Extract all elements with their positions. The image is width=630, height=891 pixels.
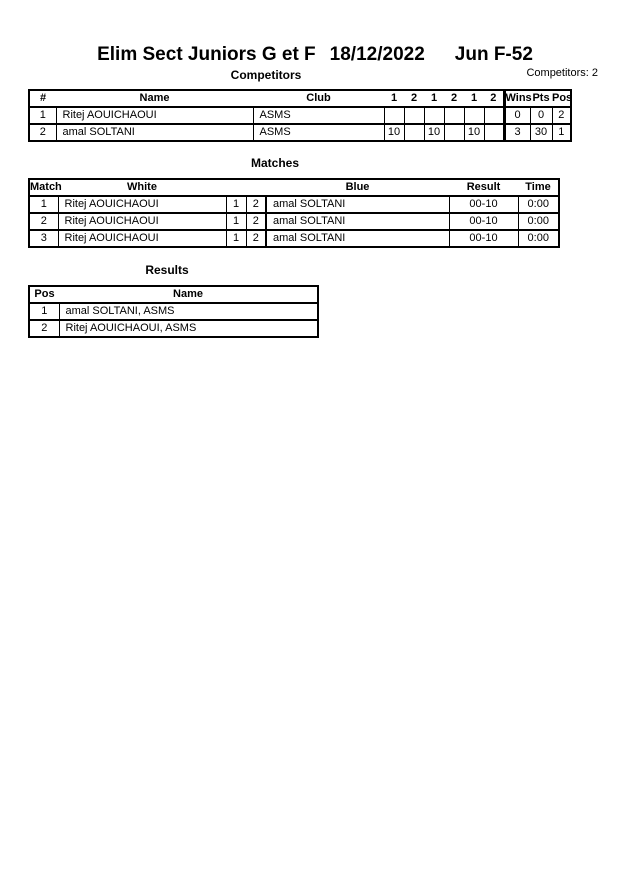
result-pos: 1 (29, 303, 59, 320)
header-round: 1 (464, 90, 484, 107)
white-number: 1 (226, 213, 246, 230)
match-number: 2 (29, 213, 58, 230)
pos-cell: 2 (552, 107, 571, 124)
blue-name: amal SOLTANI (266, 230, 449, 247)
results-table (28, 285, 319, 338)
match-time: 0:00 (518, 196, 559, 213)
table-row (29, 124, 571, 141)
header-round: 2 (484, 90, 504, 107)
white-number: 1 (226, 196, 246, 213)
table-row (29, 303, 318, 320)
score-cell (444, 107, 464, 124)
header-round: 1 (424, 90, 444, 107)
score-cell: 10 (464, 124, 484, 141)
wins-cell: 3 (504, 124, 530, 141)
score-cell (464, 107, 484, 124)
header-white-num (226, 179, 246, 196)
match-result: 00-10 (449, 213, 518, 230)
wins-cell: 0 (504, 107, 530, 124)
score-cell (404, 107, 424, 124)
section-title-matches: Matches (250, 156, 300, 170)
match-result: 00-10 (449, 230, 518, 247)
score-cell (484, 107, 504, 124)
competitors-header-row (29, 90, 571, 107)
matches-table (28, 178, 560, 248)
header-match: Match (29, 179, 58, 196)
result-name: amal SOLTANI, ASMS (59, 303, 318, 320)
match-number: 3 (29, 230, 58, 247)
pts-cell: 0 (530, 107, 552, 124)
header-club: Club (253, 90, 384, 107)
score-cell (444, 124, 464, 141)
header-blue-num (246, 179, 266, 196)
white-name: Ritej AOUICHAOUI (58, 213, 226, 230)
competitor-club: ASMS (253, 107, 384, 124)
result-name: Ritej AOUICHAOUI, ASMS (59, 320, 318, 337)
white-number: 1 (226, 230, 246, 247)
result-pos: 2 (29, 320, 59, 337)
competitor-name: Ritej AOUICHAOUI (56, 107, 253, 124)
score-cell (484, 124, 504, 141)
title-category: Jun F-52 (454, 44, 533, 65)
match-number: 1 (29, 196, 58, 213)
score-cell (404, 124, 424, 141)
white-name: Ritej AOUICHAOUI (58, 230, 226, 247)
competitors-table (28, 89, 572, 142)
header-pts: Pts (530, 90, 552, 107)
white-name: Ritej AOUICHAOUI (58, 196, 226, 213)
pos-cell: 1 (552, 124, 571, 141)
title-event: Elim Sect Juniors G et F (97, 44, 316, 65)
results-header-row (29, 286, 318, 303)
table-row (29, 107, 571, 124)
page-title (0, 44, 630, 66)
header-round: 2 (444, 90, 464, 107)
section-title-results: Results (145, 263, 189, 277)
header-time: Time (518, 179, 559, 196)
section-title-competitors: Competitors (230, 68, 302, 82)
blue-number: 2 (246, 196, 266, 213)
competitor-number: 2 (29, 124, 56, 141)
score-cell: 10 (424, 124, 444, 141)
header-name: Name (56, 90, 253, 107)
header-blue: Blue (266, 179, 449, 196)
table-row (29, 196, 559, 213)
score-cell (424, 107, 444, 124)
header-number: # (29, 90, 56, 107)
header-wins: Wins (504, 90, 530, 107)
blue-number: 2 (246, 213, 266, 230)
header-pos: Pos (552, 90, 571, 107)
table-row (29, 213, 559, 230)
competitor-name: amal SOLTANI (56, 124, 253, 141)
title-date: 18/12/2022 (329, 44, 425, 65)
header-result: Result (449, 179, 518, 196)
matches-header-row (29, 179, 559, 196)
table-row (29, 320, 318, 337)
pts-cell: 30 (530, 124, 552, 141)
match-time: 0:00 (518, 230, 559, 247)
header-white: White (58, 179, 226, 196)
competitor-club: ASMS (253, 124, 384, 141)
match-result: 00-10 (449, 196, 518, 213)
score-cell: 10 (384, 124, 404, 141)
competitor-number: 1 (29, 107, 56, 124)
match-time: 0:00 (518, 213, 559, 230)
header-round: 2 (404, 90, 424, 107)
blue-number: 2 (246, 230, 266, 247)
competitors-count: Competitors: 2 (526, 67, 598, 79)
header-pos: Pos (29, 286, 59, 303)
blue-name: amal SOLTANI (266, 213, 449, 230)
table-row (29, 230, 559, 247)
blue-name: amal SOLTANI (266, 196, 449, 213)
header-round: 1 (384, 90, 404, 107)
header-name: Name (59, 286, 318, 303)
score-cell (384, 107, 404, 124)
